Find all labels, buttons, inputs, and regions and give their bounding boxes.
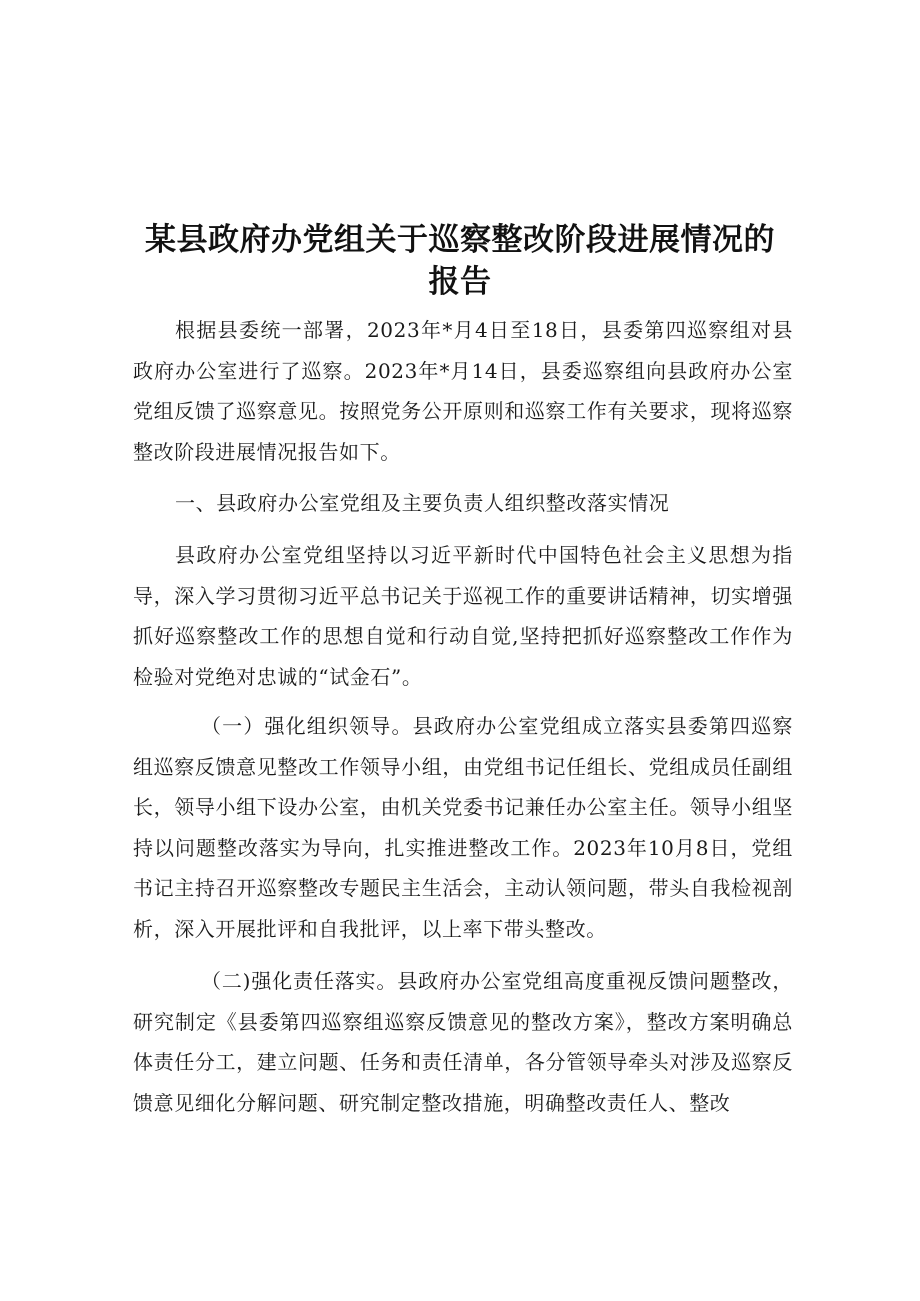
intro-paragraph: 根据县委统一部署，2023年*月4日至18日，县委第四巡察组对县政府办公室进行了巡察。2023年*月14日，县委巡察组向县政府办公室党组反馈了巡察意见。按照党务公开原则和巡察工作有关要求，现将巡察整改阶段进展情况报告如下。 xyxy=(133,318,793,464)
subsection-1-paragraph: （一）强化组织领导。县政府办公室党组成立落实县委第四巡察组巡察反馈意见整改工作领导小组，由党组书记任组长、党组成员任副组长，领导小组下设办公室，由机关党委书记兼任办公室主任。领导小组坚持以问题整改落实为导向，扎实推进整改工作。2023年10月8日，党组书记主持召开巡察整改专题民主生活会，主动认领问题，带头自我检视剖析，深入开展批评和自我批评，以上率下带头整改。 xyxy=(133,714,793,941)
section-heading-1: 一、县政府办公室党组及主要负责人组织整改落实情况 xyxy=(175,491,670,515)
subsection-2-paragraph: （二)强化责任落实。县政府办公室党组高度重视反馈问题整改，研究制定《县委第四巡察组巡察反馈意见的整改方案》，整改方案明确总体责任分工，建立问题、任务和责任清单，各分管领导牵头对涉及巡察反馈意见细化分解问题、研究制定整改措施，明确整改责任人、整改 xyxy=(133,969,793,1115)
document-title-line-1: 某县政府办党组关于巡察整改阶段进展情况的 xyxy=(145,222,775,258)
section-1-paragraph: 县政府办公室党组坚持以习近平新时代中国特色社会主义思想为指导，深入学习贯彻习近平总书记关于巡视工作的重要讲话精神，切实增强抓好巡察整改工作的思想自觉和行动自觉,坚持把抓好巡察整改工作作为检验对党绝对忠诚的“试金石”。 xyxy=(133,543,793,689)
document-title-line-2: 报告 xyxy=(428,264,492,300)
